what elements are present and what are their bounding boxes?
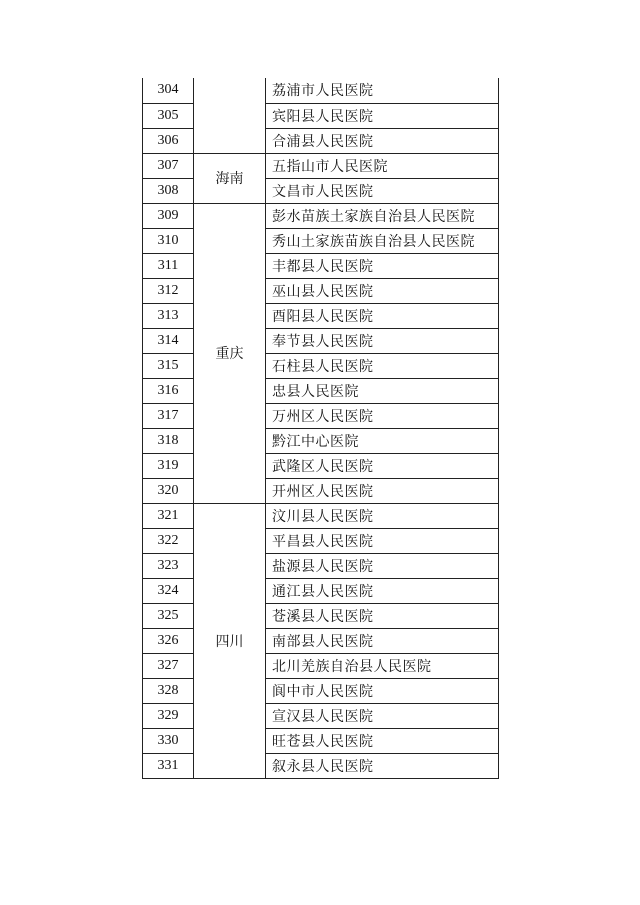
row-number: 329 xyxy=(143,703,194,728)
row-number: 316 xyxy=(143,378,194,403)
hospital-name: 南部县人民医院 xyxy=(266,628,499,653)
table-row xyxy=(143,503,499,528)
row-number: 314 xyxy=(143,328,194,353)
row-number: 320 xyxy=(143,478,194,503)
row-number: 326 xyxy=(143,628,194,653)
row-number: 327 xyxy=(143,653,194,678)
hospital-name: 彭水苗族土家族自治县人民医院 xyxy=(266,203,499,228)
province-cell xyxy=(194,78,266,153)
province-cell: 重庆 xyxy=(194,203,266,503)
row-number: 323 xyxy=(143,553,194,578)
province-cell: 海南 xyxy=(194,153,266,203)
hospital-name: 武隆区人民医院 xyxy=(266,453,499,478)
hospital-name: 宣汉县人民医院 xyxy=(266,703,499,728)
row-number: 331 xyxy=(143,753,194,778)
row-number: 310 xyxy=(143,228,194,253)
hospital-name: 文昌市人民医院 xyxy=(266,178,499,203)
table-row xyxy=(143,78,499,103)
row-number: 306 xyxy=(143,128,194,153)
hospital-name: 荔浦市人民医院 xyxy=(266,78,499,103)
table-row xyxy=(143,203,499,228)
row-number: 309 xyxy=(143,203,194,228)
row-number: 321 xyxy=(143,503,194,528)
hospital-name: 巫山县人民医院 xyxy=(266,278,499,303)
hospital-name: 阆中市人民医院 xyxy=(266,678,499,703)
hospital-name: 黔江中心医院 xyxy=(266,428,499,453)
row-number: 325 xyxy=(143,603,194,628)
row-number: 307 xyxy=(143,153,194,178)
hospital-name: 平昌县人民医院 xyxy=(266,528,499,553)
hospital-name: 叙永县人民医院 xyxy=(266,753,499,778)
row-number: 313 xyxy=(143,303,194,328)
hospital-name: 石柱县人民医院 xyxy=(266,353,499,378)
hospital-name: 忠县人民医院 xyxy=(266,378,499,403)
hospital-name: 奉节县人民医院 xyxy=(266,328,499,353)
row-number: 312 xyxy=(143,278,194,303)
hospital-name: 盐源县人民医院 xyxy=(266,553,499,578)
row-number: 324 xyxy=(143,578,194,603)
row-number: 315 xyxy=(143,353,194,378)
row-number: 305 xyxy=(143,103,194,128)
row-number: 318 xyxy=(143,428,194,453)
row-number: 319 xyxy=(143,453,194,478)
hospital-name: 开州区人民医院 xyxy=(266,478,499,503)
table-row xyxy=(143,153,499,178)
row-number: 311 xyxy=(143,253,194,278)
row-number: 328 xyxy=(143,678,194,703)
row-number: 330 xyxy=(143,728,194,753)
hospital-name: 通江县人民医院 xyxy=(266,578,499,603)
row-number: 308 xyxy=(143,178,194,203)
row-number: 304 xyxy=(143,78,194,103)
province-cell: 四川 xyxy=(194,503,266,778)
hospital-name: 丰都县人民医院 xyxy=(266,253,499,278)
hospital-name: 宾阳县人民医院 xyxy=(266,103,499,128)
hospital-name: 苍溪县人民医院 xyxy=(266,603,499,628)
hospital-name: 酉阳县人民医院 xyxy=(266,303,499,328)
row-number: 322 xyxy=(143,528,194,553)
hospital-name: 旺苍县人民医院 xyxy=(266,728,499,753)
hospital-name: 合浦县人民医院 xyxy=(266,128,499,153)
hospital-name: 秀山土家族苗族自治县人民医院 xyxy=(266,228,499,253)
hospital-name: 五指山市人民医院 xyxy=(266,153,499,178)
hospital-name: 万州区人民医院 xyxy=(266,403,499,428)
hospital-table xyxy=(142,78,499,779)
hospital-name: 北川羌族自治县人民医院 xyxy=(266,653,499,678)
row-number: 317 xyxy=(143,403,194,428)
hospital-name: 汶川县人民医院 xyxy=(266,503,499,528)
